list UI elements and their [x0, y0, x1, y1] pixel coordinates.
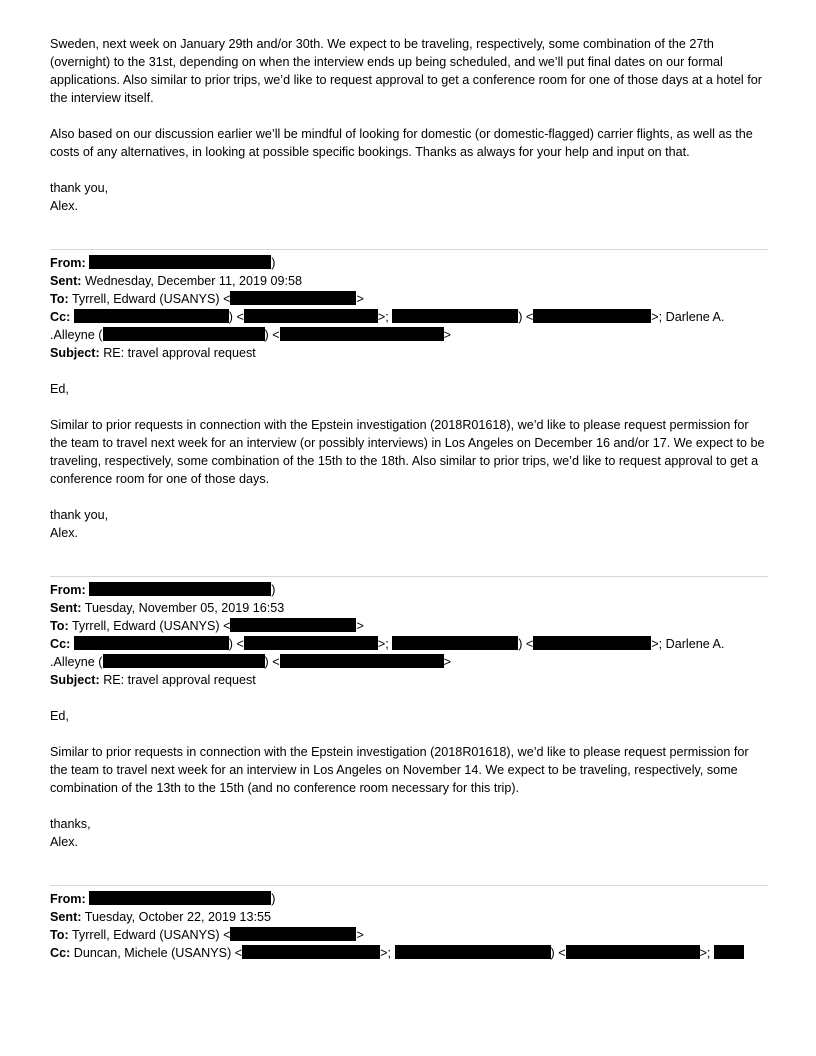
email-header: From: ) Sent: Wednesday, December 11, 2019 09:58 To: Tyrrell, Edward (USANYS) < > Cc: ) < >; ) < >; Darlene A. .Alleyne ( ) < > Subject: RE: travel approval request — [50, 256, 725, 360]
separator-line — [50, 249, 768, 250]
from-label: From: — [50, 256, 86, 270]
cc-continuation: .Alleyne ( — [50, 328, 103, 342]
email-body: Similar to prior requests in connection with the Epstein investigation (2018R01618), we’d like to please request permission for the team to travel next week for an interview (or possibly interviews) in Los Angeles on December 16 and/or 17. We expect to be traveling, respectively, some combination of the 15th to the 18th. Also similar to prior trips, we’d like to request approval to get a conference room for one of those days. — [50, 418, 765, 486]
subject-value: RE: travel approval request — [103, 673, 256, 687]
redaction — [242, 945, 380, 959]
intro-message — [50, 35, 768, 215]
cc-name: Darlene A. — [665, 310, 725, 324]
sent-label: Sent: — [50, 601, 82, 615]
cc-label: Cc: — [50, 310, 71, 324]
redaction — [280, 327, 444, 341]
intro-closing: thank you, — [50, 181, 109, 195]
redaction — [533, 309, 651, 323]
email-greeting: Ed, — [50, 382, 69, 396]
email-message — [50, 254, 768, 542]
intro-paragraph-1: Sweden, next week on January 29th and/or 30th. We expect to be traveling, respectively, some combination of the 27th (overnight) to the 31st, depending on when the interview ends up being scheduled, and we’ll put final dates on our formal applications. Also similar to prior trips, we’d like to request approval to get a conference room for one of those days at a hotel for the interview itself. — [50, 37, 762, 105]
sent-label: Sent: — [50, 274, 82, 288]
from-label: From: — [50, 892, 86, 906]
cc-value: Duncan, Michele (USANYS) < — [73, 946, 243, 960]
sent-value: Tuesday, October 22, 2019 13:55 — [84, 910, 271, 924]
redaction — [395, 945, 551, 959]
to-label: To: — [50, 928, 69, 942]
redaction — [714, 945, 744, 959]
separator-line — [50, 576, 768, 577]
redaction — [230, 618, 356, 632]
cc-label: Cc: — [50, 637, 71, 651]
cc-continuation: .Alleyne ( — [50, 655, 103, 669]
intro-signature: Alex. — [50, 199, 78, 213]
to-label: To: — [50, 292, 69, 306]
redaction — [89, 891, 271, 905]
email-signature: Alex. — [50, 526, 78, 540]
redaction — [89, 582, 271, 596]
email-closing: thank you, — [50, 508, 109, 522]
email-greeting: Ed, — [50, 709, 69, 723]
redaction — [89, 255, 271, 269]
to-value: Tyrrell, Edward (USANYS) < — [71, 292, 231, 306]
sent-value: Tuesday, November 05, 2019 16:53 — [84, 601, 285, 615]
redaction — [74, 636, 229, 650]
redaction — [244, 636, 378, 650]
email-header: From: ) Sent: Tuesday, November 05, 2019 16:53 To: Tyrrell, Edward (USANYS) < > Cc: ) < >; ) < >; Darlene A. .Alleyne ( ) < > Subject: RE: travel approval request — [50, 583, 725, 687]
subject-label: Subject: — [50, 673, 100, 687]
redaction — [230, 291, 356, 305]
from-label: From: — [50, 583, 86, 597]
redaction — [280, 654, 444, 668]
redaction — [244, 309, 378, 323]
subject-value: RE: travel approval request — [103, 346, 256, 360]
redaction — [230, 927, 356, 941]
to-value: Tyrrell, Edward (USANYS) < — [71, 619, 231, 633]
subject-label: Subject: — [50, 346, 100, 360]
email-closing: thanks, — [50, 817, 91, 831]
redaction — [392, 309, 518, 323]
email-message — [50, 581, 768, 851]
email-header: From: ) Sent: Tuesday, October 22, 2019 13:55 To: Tyrrell, Edward (USANYS) < > Cc: Duncan, Michele (USANYS) < >; ) < >; — [50, 890, 768, 962]
email-thread — [50, 35, 768, 962]
redaction — [392, 636, 518, 650]
separator-line — [50, 885, 768, 886]
sent-value: Wednesday, December 11, 2019 09:58 — [84, 274, 303, 288]
email-signature: Alex. — [50, 835, 78, 849]
intro-paragraph-2: Also based on our discussion earlier we’ll be mindful of looking for domestic (or domestic-flagged) carrier flights, as well as the costs of any alternatives, in looking at possible specific bookings. Thanks as always for your help and input on that. — [50, 127, 753, 159]
sent-label: Sent: — [50, 910, 82, 924]
to-value: Tyrrell, Edward (USANYS) < — [71, 928, 231, 942]
cc-name: Darlene A. — [665, 637, 725, 651]
redaction — [103, 327, 265, 341]
cc-label: Cc: — [50, 946, 71, 960]
redaction — [566, 945, 700, 959]
email-body: Similar to prior requests in connection with the Epstein investigation (2018R01618), we’d like to please request permission for the team to travel next week for an interview in Los Angeles on November 14. We expect to be traveling, respectively, some combination of the 13th to the 15th (and no conference room necessary for this trip). — [50, 745, 749, 795]
email-message — [50, 890, 768, 962]
redaction — [533, 636, 651, 650]
redaction — [103, 654, 265, 668]
redaction — [74, 309, 229, 323]
to-label: To: — [50, 619, 69, 633]
